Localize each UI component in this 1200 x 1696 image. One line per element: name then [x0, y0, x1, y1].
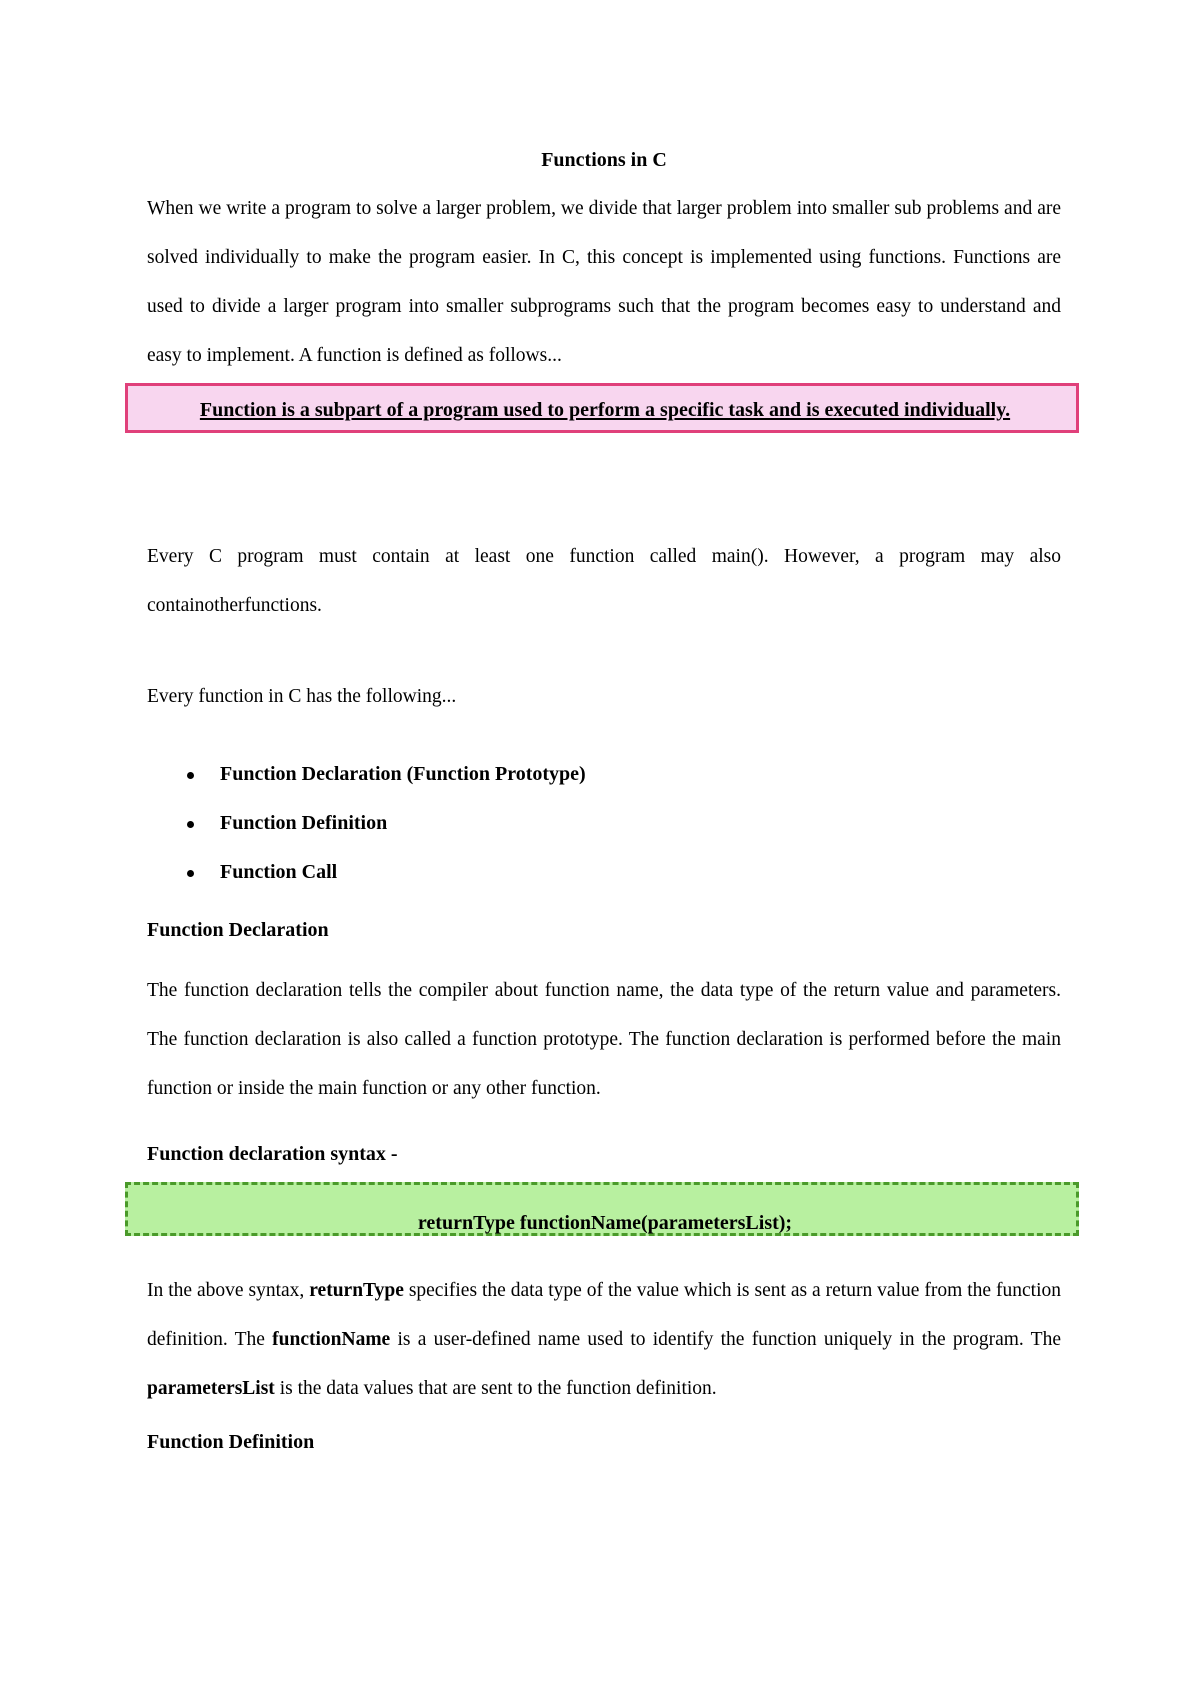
bullet-icon: [187, 870, 194, 877]
heading-function-definition: Function Definition: [147, 1431, 315, 1453]
term-parameters-list: parametersList: [147, 1378, 275, 1399]
list-item: [147, 860, 1061, 909]
heading-function-declaration: Function Declaration: [147, 919, 329, 941]
bullet-icon: [187, 772, 194, 779]
term-function-name: functionName: [272, 1329, 391, 1350]
intro-paragraph: When we write a program to solve a larger problem, we divide that larger problem into smaller sub problems and are solved individually to make the program easier. In C, this concept is implemented using functions. Functions are used to divide a larger program into smaller subprograms such that the program becomes easy to understand and easy to implement. A function is defined as follows...: [147, 198, 1061, 366]
function-components-list: [147, 762, 1061, 909]
syntax-explanation-paragraph: [147, 1266, 1061, 1413]
definition-text: Function is a subpart of a program used to perform a specific task and is executed individually.: [199, 399, 1011, 421]
explanation-text: In the above syntax,: [147, 1280, 310, 1301]
explanation-text: is a user-defined name used to identify the function uniquely in the program. The: [390, 1329, 1061, 1350]
explanation-text: specifies the data type of the value which is sent as a return value from the function definition. The: [147, 1280, 1061, 1350]
term-return-type: returnType: [309, 1280, 404, 1301]
declaration-paragraph: The function declaration tells the compiler about function name, the data type of the return value and parameters. The function declaration is also called a function prototype. The function declaration is performed before the main function or inside the main function or any other function.: [147, 980, 1061, 1099]
definition-highlight-box: [125, 383, 1079, 433]
list-item-label: Function Definition: [220, 812, 388, 834]
bullet-icon: [187, 821, 194, 828]
has-following-paragraph: Every function in C has the following...: [147, 686, 457, 707]
main-function-paragraph: Every C program must contain at least one function called main(). However, a program may also containotherfunctions.: [147, 546, 1061, 616]
list-item: [147, 811, 1061, 860]
heading-declaration-syntax: Function declaration syntax -: [147, 1143, 398, 1165]
list-item-label: Function Call: [220, 861, 338, 883]
document-title: Functions in C: [541, 149, 667, 171]
explanation-text: is the data values that are sent to the function definition.: [274, 1378, 717, 1399]
list-item-label: Function Declaration (Function Prototype): [220, 763, 586, 785]
syntax-code: returnType functionName(parametersList);: [417, 1212, 793, 1234]
list-item: [147, 762, 1061, 811]
syntax-highlight-box: [125, 1182, 1079, 1236]
